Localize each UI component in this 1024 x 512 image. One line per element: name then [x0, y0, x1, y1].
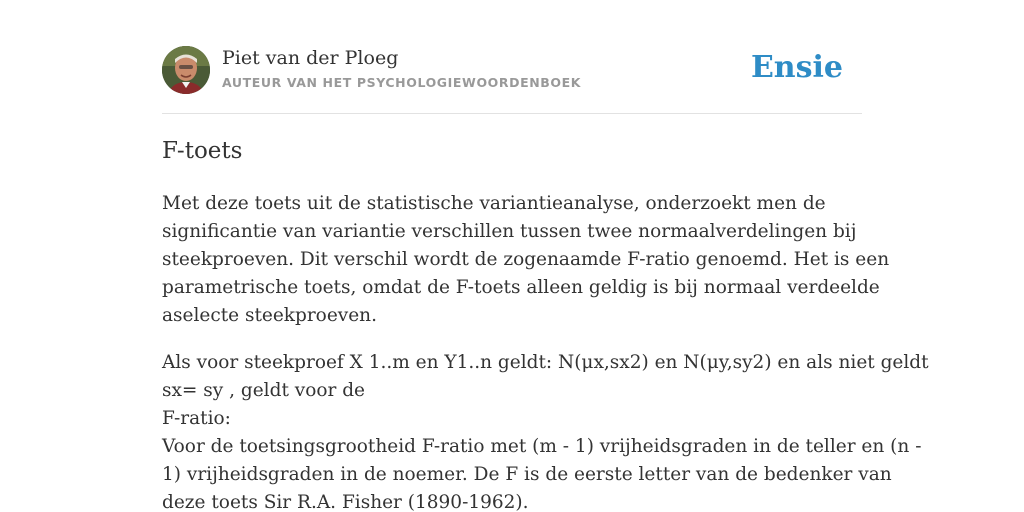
text-line: sx= sy , geldt voor de — [162, 380, 366, 401]
paragraph-1 — [162, 190, 890, 330]
text-line: deze toets Sir R.A. Fisher (1890-1962). — [162, 492, 529, 512]
text-line: 1) vrijheidsgraden in de noemer. De F is de eerste letter van de bedenker van — [162, 464, 892, 485]
text-line: aselecte steekproeven. — [162, 305, 377, 326]
text-line: F-ratio: — [162, 408, 231, 429]
author-header — [162, 46, 862, 96]
article-body — [162, 190, 929, 512]
ensie-logo[interactable]: Ensie — [750, 50, 843, 85]
text-line: Met deze toets uit de statistische variantieanalyse, onderzoekt men de — [162, 193, 826, 214]
author-avatar[interactable] — [162, 46, 210, 94]
text-line: parametrische toets, omdat de F-toets alleen geldig is bij normaal verdeelde — [162, 277, 880, 298]
header-divider — [162, 113, 862, 114]
article-title: F-toets — [162, 138, 243, 164]
paragraph-2 — [162, 349, 929, 512]
article-container — [162, 46, 929, 512]
text-line: Voor de toetsingsgrootheid F-ratio met (m - 1) vrijheidsgraden in de teller en (n - — [162, 436, 922, 457]
author-role: AUTEUR VAN HET PSYCHOLOGIEWOORDENBOEK — [222, 75, 582, 90]
text-line: significantie van variantie verschillen tussen twee normaalverdelingen bij — [162, 221, 857, 242]
author-name[interactable]: Piet van der Ploeg — [222, 47, 399, 69]
text-line: Als voor steekproef X 1..m en Y1..n geldt: N(μx,sx2) en N(μy,sy2) en als niet geldt — [162, 352, 929, 373]
author-portrait-image — [162, 46, 210, 94]
text-line: steekproeven. Dit verschil wordt de zogenaamde F-ratio genoemd. Het is een — [162, 249, 890, 270]
